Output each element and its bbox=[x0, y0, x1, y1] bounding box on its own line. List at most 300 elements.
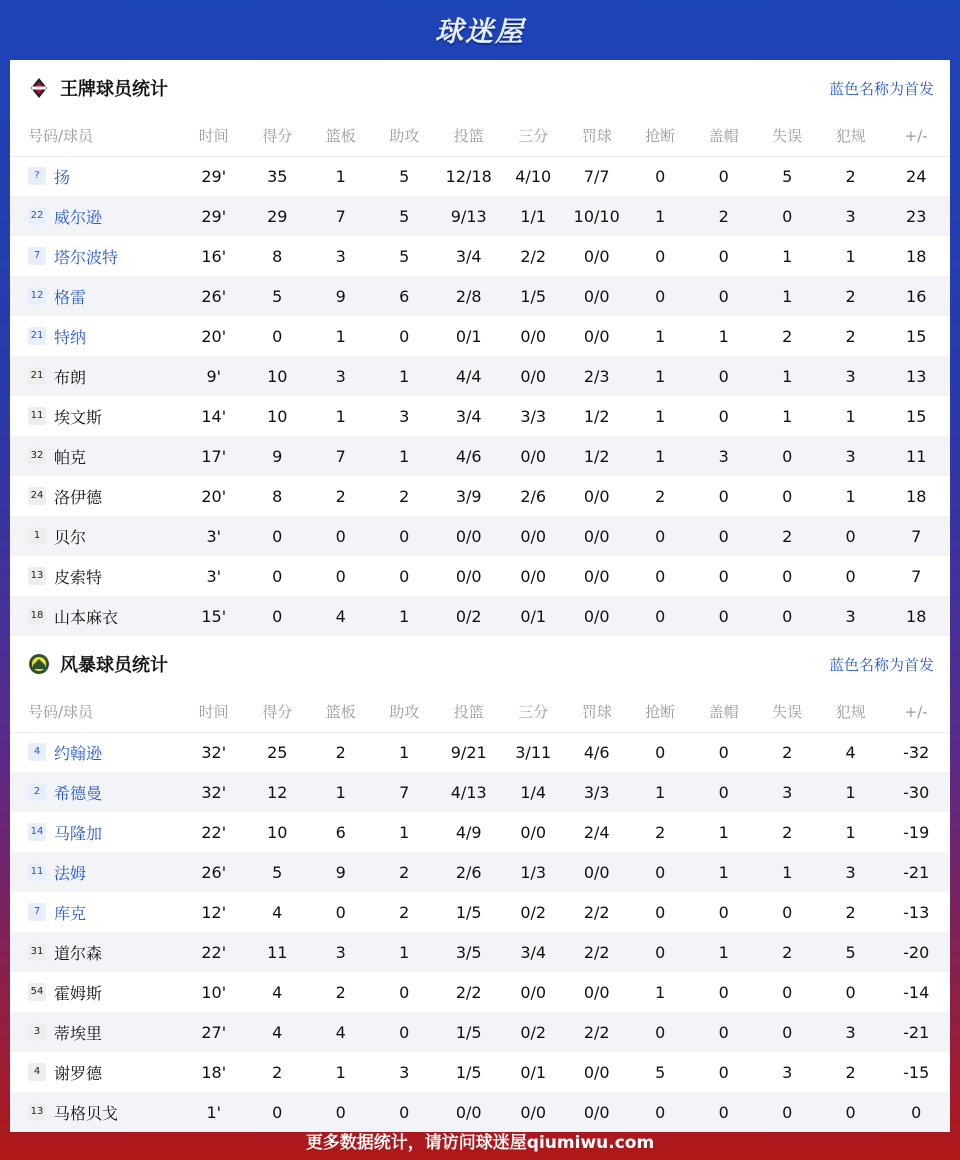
table-row[interactable] bbox=[10, 812, 950, 852]
table-row[interactable] bbox=[10, 732, 950, 772]
stat-cell: 0 bbox=[755, 1092, 818, 1132]
stat-cell: 2 bbox=[335, 982, 346, 1002]
jersey-number-badge: 3 bbox=[28, 1023, 46, 1041]
stat-cell: 0 bbox=[819, 1092, 882, 1132]
stat-cell: 7/7 bbox=[583, 166, 610, 186]
player-cell bbox=[10, 972, 182, 1012]
jersey-number-badge: 54 bbox=[28, 983, 46, 1001]
stat-cell: 0 bbox=[755, 1012, 818, 1052]
jersey-number-badge: 4 bbox=[28, 743, 46, 761]
column-header: 得分 bbox=[246, 692, 309, 732]
table-row[interactable] bbox=[10, 556, 950, 596]
stat-cell: 0 bbox=[399, 982, 410, 1002]
stat-cell: 3 bbox=[782, 1062, 793, 1082]
stat-cell: 10/10 bbox=[565, 196, 628, 236]
stat-cell: 0 bbox=[845, 982, 856, 1002]
player-cell bbox=[10, 892, 182, 932]
column-header: +/- bbox=[882, 116, 950, 156]
stat-cell: 16' bbox=[201, 246, 227, 266]
stat-cell: 0/0 bbox=[565, 516, 628, 556]
stat-cell: 0 bbox=[628, 1092, 691, 1132]
stat-cell: 2/2 bbox=[565, 1012, 628, 1052]
player-stats-table bbox=[10, 116, 950, 636]
jersey-number-badge: 21 bbox=[28, 367, 46, 385]
table-header-row bbox=[10, 116, 950, 156]
stat-cell: 4/9 bbox=[455, 822, 482, 842]
stat-cell: 1 bbox=[335, 166, 346, 186]
stat-cell: 2/4 bbox=[583, 822, 610, 842]
table-row[interactable] bbox=[10, 1012, 950, 1052]
stat-cell: 2/2 bbox=[520, 246, 547, 266]
stat-cell: 0 bbox=[628, 932, 691, 972]
stat-cell: 27' bbox=[182, 1012, 245, 1052]
column-header: 犯规 bbox=[819, 116, 882, 156]
stat-cell: 29' bbox=[201, 166, 227, 186]
player-cell bbox=[10, 852, 182, 892]
stat-cell: 3 bbox=[335, 246, 346, 266]
stat-cell: 16 bbox=[882, 276, 950, 316]
stat-cell: 0 bbox=[692, 1012, 755, 1052]
player-name[interactable]: 马隆加 bbox=[54, 823, 103, 843]
section-header bbox=[10, 60, 950, 116]
table-row[interactable] bbox=[10, 516, 950, 556]
player-name[interactable]: 特纳 bbox=[54, 327, 87, 347]
stat-cell: 3 bbox=[819, 436, 882, 476]
stat-cell: 22' bbox=[182, 932, 245, 972]
stat-cell: 0/0 bbox=[520, 822, 547, 842]
section-title-wrap bbox=[28, 75, 168, 101]
stat-cell: 32' bbox=[182, 772, 245, 812]
table-row[interactable] bbox=[10, 852, 950, 892]
top-bar bbox=[0, 0, 960, 60]
stat-cell: 0/0 bbox=[583, 566, 610, 586]
stat-cell: 0 bbox=[718, 742, 729, 762]
jersey-number-badge: 14 bbox=[28, 823, 46, 841]
table-row[interactable] bbox=[10, 316, 950, 356]
stat-cell: 15' bbox=[182, 596, 245, 636]
table-row[interactable] bbox=[10, 596, 950, 636]
player-cell bbox=[10, 276, 182, 316]
team-section bbox=[10, 636, 950, 1132]
stat-cell: 2 bbox=[845, 326, 856, 346]
stat-cell: 0 bbox=[718, 1062, 729, 1082]
table-row[interactable] bbox=[10, 276, 950, 316]
section-title-wrap bbox=[28, 651, 168, 677]
stat-cell: 1 bbox=[628, 436, 691, 476]
stat-cell: 4/13 bbox=[436, 772, 502, 812]
stat-cell: 1 bbox=[335, 1062, 346, 1082]
stat-cell: 3' bbox=[182, 516, 245, 556]
stat-cell: 9 bbox=[309, 276, 372, 316]
stat-cell: 15 bbox=[906, 326, 927, 346]
stat-cell: 0/2 bbox=[501, 1012, 564, 1052]
stat-cell: 2/2 bbox=[583, 902, 610, 922]
column-header: 篮板 bbox=[309, 116, 372, 156]
stat-cell: 1 bbox=[782, 246, 793, 266]
stat-cell: 3 bbox=[755, 772, 818, 812]
table-row[interactable] bbox=[10, 476, 950, 516]
stat-cell: 0 bbox=[782, 982, 793, 1002]
player-cell bbox=[10, 932, 182, 972]
stat-cell: 0/0 bbox=[565, 1092, 628, 1132]
stat-cell: 1/2 bbox=[565, 436, 628, 476]
stat-cell: 29' bbox=[182, 196, 245, 236]
stat-cell: 0/0 bbox=[520, 326, 547, 346]
stat-cell: 1 bbox=[782, 406, 793, 426]
player-name[interactable]: 塔尔波特 bbox=[54, 247, 119, 267]
stat-cell: 0 bbox=[718, 486, 729, 506]
table-row[interactable] bbox=[10, 236, 950, 276]
stat-cell: 5 bbox=[399, 246, 410, 266]
stat-cell: 1 bbox=[372, 932, 435, 972]
player-name: 洛伊德 bbox=[54, 487, 103, 507]
jersey-number-badge: 18 bbox=[28, 607, 46, 625]
stat-cell: -19 bbox=[903, 822, 930, 842]
column-header: 失误 bbox=[755, 692, 818, 732]
table-row[interactable] bbox=[10, 772, 950, 812]
player-name[interactable]: 扬 bbox=[54, 167, 71, 187]
jersey-number-badge: 31 bbox=[28, 943, 46, 961]
player-cell bbox=[10, 476, 182, 516]
column-header: 得分 bbox=[246, 116, 309, 156]
stat-cell: 1 bbox=[655, 982, 666, 1002]
stat-cell: 2 bbox=[399, 486, 410, 506]
stat-cell: 3/4 bbox=[455, 406, 482, 426]
stat-cell: 5 bbox=[246, 852, 309, 892]
stat-cell: 7 bbox=[372, 772, 435, 812]
stat-cell: 3 bbox=[819, 196, 882, 236]
column-header: 罚球 bbox=[565, 116, 628, 156]
player-name: 道尔森 bbox=[54, 943, 103, 963]
stat-cell: 1 bbox=[718, 326, 729, 346]
stat-cell: 1 bbox=[718, 822, 729, 842]
stat-cell: 0 bbox=[692, 772, 755, 812]
player-cell bbox=[10, 772, 182, 812]
stat-cell: 1 bbox=[845, 822, 856, 842]
stat-cell: 1 bbox=[845, 246, 856, 266]
stat-cell: 10 bbox=[267, 822, 288, 842]
stat-cell: 0/0 bbox=[501, 1092, 564, 1132]
section-title: 王牌球员统计 bbox=[60, 79, 168, 100]
footer-banner[interactable] bbox=[0, 1120, 960, 1160]
footer-text[interactable]: 更多数据统计，请访问球迷屋qiumiwu.com bbox=[305, 1132, 655, 1153]
stat-cell: 0/0 bbox=[501, 356, 564, 396]
stat-cell: 2 bbox=[692, 196, 755, 236]
player-name: 山本麻衣 bbox=[54, 607, 119, 627]
player-name[interactable]: 法姆 bbox=[54, 863, 87, 883]
stat-cell: 1 bbox=[628, 356, 691, 396]
stat-cell: 0 bbox=[628, 516, 691, 556]
jersey-number-badge: 7 bbox=[28, 903, 46, 921]
stat-cell: 3 bbox=[399, 406, 410, 426]
stat-cell: 18 bbox=[882, 596, 950, 636]
column-header: 抢断 bbox=[628, 116, 691, 156]
stat-cell: 20' bbox=[201, 326, 227, 346]
stat-cell: 13 bbox=[882, 356, 950, 396]
stat-cell: 4 bbox=[309, 596, 372, 636]
stat-cell: 0 bbox=[692, 596, 755, 636]
stat-cell: 0 bbox=[755, 596, 818, 636]
jersey-number-badge: 2 bbox=[28, 783, 46, 801]
jersey-number-badge: 22 bbox=[28, 207, 46, 225]
stat-cell: 0/0 bbox=[501, 436, 564, 476]
stat-cell: 2 bbox=[655, 486, 666, 506]
stat-cell: 0/0 bbox=[436, 1092, 502, 1132]
stat-cell: 9/13 bbox=[436, 196, 502, 236]
stat-cell: 0 bbox=[309, 1092, 372, 1132]
jersey-number-badge: 21 bbox=[28, 327, 46, 345]
stat-cell: 1 bbox=[372, 436, 435, 476]
table-row[interactable] bbox=[10, 932, 950, 972]
column-header: 三分 bbox=[501, 116, 564, 156]
stat-cell: 2 bbox=[655, 822, 666, 842]
stat-cell: 0 bbox=[246, 516, 309, 556]
player-name: 皮索特 bbox=[54, 567, 103, 587]
stat-cell: 14' bbox=[201, 406, 227, 426]
stat-cell: 0/2 bbox=[436, 596, 502, 636]
stat-cell: 32' bbox=[201, 742, 227, 762]
stat-cell: 1 bbox=[845, 406, 856, 426]
jersey-number-badge: 12 bbox=[28, 287, 46, 305]
stat-cell: -30 bbox=[882, 772, 950, 812]
stat-cell: 2 bbox=[819, 276, 882, 316]
stat-cell: 4/6 bbox=[436, 436, 502, 476]
player-name[interactable]: 威尔逊 bbox=[54, 207, 103, 227]
stat-cell: 1/3 bbox=[501, 852, 564, 892]
stat-cell: 1 bbox=[655, 326, 666, 346]
player-cell bbox=[10, 1052, 182, 1092]
stat-cell: -21 bbox=[882, 1012, 950, 1052]
stat-cell: 0/0 bbox=[501, 516, 564, 556]
stat-cell: 0 bbox=[845, 566, 856, 586]
stat-cell: 18' bbox=[201, 1062, 227, 1082]
stat-cell: 2 bbox=[335, 742, 346, 762]
stat-cell: 4/4 bbox=[436, 356, 502, 396]
jersey-number-badge: 13 bbox=[28, 1103, 46, 1121]
player-cell bbox=[10, 1012, 182, 1052]
stat-cell: 0 bbox=[399, 326, 410, 346]
stat-cell: 2/6 bbox=[520, 486, 547, 506]
stat-cell: 5 bbox=[246, 276, 309, 316]
stat-cell: 0 bbox=[819, 516, 882, 556]
stat-cell: 6 bbox=[335, 822, 346, 842]
stat-cell: 2 bbox=[782, 326, 793, 346]
jersey-number-badge: 24 bbox=[28, 487, 46, 505]
stat-cell: 0/0 bbox=[583, 1062, 610, 1082]
stat-cell: 2/6 bbox=[436, 852, 502, 892]
stat-cell: 4/10 bbox=[515, 166, 552, 186]
stat-cell: 2/2 bbox=[455, 982, 482, 1002]
storm-logo-icon bbox=[28, 653, 50, 675]
stat-cell: 9 bbox=[246, 436, 309, 476]
player-name[interactable]: 希德曼 bbox=[54, 783, 103, 803]
stat-cell: 2 bbox=[845, 902, 856, 922]
stat-cell: 5 bbox=[372, 196, 435, 236]
stats-panel bbox=[10, 60, 950, 1123]
stat-cell: 0/0 bbox=[583, 246, 610, 266]
aces-logo-icon bbox=[28, 77, 50, 99]
stat-cell: 29 bbox=[246, 196, 309, 236]
column-header: 助攻 bbox=[372, 692, 435, 732]
stat-cell: 0/0 bbox=[583, 982, 610, 1002]
stat-cell: 1 bbox=[655, 406, 666, 426]
stat-cell: 3 bbox=[692, 436, 755, 476]
stat-cell: 2 bbox=[782, 742, 793, 762]
stat-cell: 4/6 bbox=[583, 742, 610, 762]
stat-cell: 0/1 bbox=[520, 1062, 547, 1082]
stat-cell: 3/4 bbox=[501, 932, 564, 972]
stat-cell: 10 bbox=[246, 356, 309, 396]
stat-cell: 2 bbox=[272, 1062, 283, 1082]
stat-cell: 20' bbox=[201, 486, 227, 506]
stat-cell: 18 bbox=[906, 486, 927, 506]
stat-cell: 3 bbox=[309, 356, 372, 396]
stat-cell: 0 bbox=[246, 596, 309, 636]
player-cell bbox=[10, 732, 182, 772]
player-cell bbox=[10, 556, 182, 596]
stat-cell: 1 bbox=[372, 356, 435, 396]
stat-cell: 2 bbox=[399, 902, 410, 922]
stat-cell: 0 bbox=[692, 516, 755, 556]
stat-cell: 0 bbox=[246, 1092, 309, 1132]
player-name[interactable]: 库克 bbox=[54, 903, 87, 923]
column-header: 三分 bbox=[501, 692, 564, 732]
stat-cell: 3' bbox=[206, 566, 222, 586]
stat-cell: 2 bbox=[372, 852, 435, 892]
stat-cell: 10' bbox=[201, 982, 227, 1002]
stat-cell: 7 bbox=[309, 436, 372, 476]
player-cell bbox=[10, 596, 182, 636]
stat-cell: 0 bbox=[272, 566, 283, 586]
stat-cell: 12 bbox=[246, 772, 309, 812]
stat-cell: 1/1 bbox=[501, 196, 564, 236]
stat-cell: 0/0 bbox=[436, 516, 502, 556]
stat-cell: 2 bbox=[755, 516, 818, 556]
stat-cell: 1/5 bbox=[455, 1062, 482, 1082]
stat-cell: -20 bbox=[882, 932, 950, 972]
stat-cell: 5 bbox=[782, 166, 793, 186]
stat-cell: -13 bbox=[903, 902, 930, 922]
stat-cell: 0 bbox=[782, 566, 793, 586]
stat-cell: 3/11 bbox=[515, 742, 552, 762]
column-header: +/- bbox=[882, 692, 950, 732]
stat-cell: 0 bbox=[655, 566, 666, 586]
stat-cell: 3/9 bbox=[455, 486, 482, 506]
stat-cell: 0 bbox=[718, 982, 729, 1002]
stat-cell: 2 bbox=[755, 932, 818, 972]
stat-cell: 0/0 bbox=[565, 276, 628, 316]
player-name[interactable]: 约翰逊 bbox=[54, 743, 103, 763]
stat-cell: 5 bbox=[819, 932, 882, 972]
table-row[interactable] bbox=[10, 356, 950, 396]
stat-cell: 1/5 bbox=[436, 1012, 502, 1052]
stat-cell: 0 bbox=[718, 166, 729, 186]
team-sections bbox=[10, 60, 950, 1132]
table-row[interactable] bbox=[10, 436, 950, 476]
jersey-number-badge: 13 bbox=[28, 567, 46, 585]
column-header: 时间 bbox=[182, 116, 245, 156]
stat-cell: 4 bbox=[246, 1012, 309, 1052]
table-row[interactable] bbox=[10, 156, 950, 196]
stat-cell: 22' bbox=[201, 822, 227, 842]
stat-cell: -32 bbox=[903, 742, 930, 762]
stat-cell: 0 bbox=[718, 406, 729, 426]
stat-cell: 12' bbox=[201, 902, 227, 922]
stat-cell: 3 bbox=[819, 356, 882, 396]
stat-cell: 0 bbox=[782, 902, 793, 922]
stat-cell: 1/2 bbox=[583, 406, 610, 426]
player-name: 帕克 bbox=[54, 447, 87, 467]
jersey-number-badge: 1 bbox=[28, 527, 46, 545]
stat-cell: 26' bbox=[182, 276, 245, 316]
jersey-number-badge: 4 bbox=[28, 1063, 46, 1081]
stat-cell: 9 bbox=[309, 852, 372, 892]
stat-cell: 1 bbox=[819, 772, 882, 812]
stat-cell: 2 bbox=[782, 822, 793, 842]
player-stats-table bbox=[10, 692, 950, 1132]
player-cell bbox=[10, 396, 182, 436]
stat-cell: 0/0 bbox=[583, 486, 610, 506]
stat-cell: 1 bbox=[755, 276, 818, 316]
stat-cell: 12/18 bbox=[445, 166, 492, 186]
stat-cell: 0 bbox=[692, 276, 755, 316]
stat-cell: 0 bbox=[335, 902, 346, 922]
table-row[interactable] bbox=[10, 396, 950, 436]
column-header: 篮板 bbox=[309, 692, 372, 732]
stat-cell: 1 bbox=[755, 852, 818, 892]
player-cell bbox=[10, 156, 182, 196]
stat-cell: 0/1 bbox=[455, 326, 482, 346]
stat-cell: 2 bbox=[845, 166, 856, 186]
stat-cell: 25 bbox=[267, 742, 288, 762]
stat-cell: 9' bbox=[182, 356, 245, 396]
starter-legend: 蓝色名称为首发 bbox=[828, 655, 934, 674]
stat-cell: 4 bbox=[272, 982, 283, 1002]
player-cell bbox=[10, 516, 182, 556]
stat-cell: 7 bbox=[882, 516, 950, 556]
table-row[interactable] bbox=[10, 196, 950, 236]
player-name: 马格贝戈 bbox=[54, 1103, 119, 1123]
stat-cell: 1 bbox=[335, 326, 346, 346]
stat-cell: 1/5 bbox=[455, 902, 482, 922]
player-name[interactable]: 格雷 bbox=[54, 287, 87, 307]
stat-cell: 0 bbox=[372, 1092, 435, 1132]
stat-cell: 11 bbox=[246, 932, 309, 972]
jersey-number-badge: 11 bbox=[28, 863, 46, 881]
player-name: 谢罗德 bbox=[54, 1063, 103, 1083]
stat-cell: 0 bbox=[372, 516, 435, 556]
stat-cell: 0 bbox=[755, 436, 818, 476]
jersey-number-badge: 7 bbox=[28, 247, 46, 265]
column-header: 罚球 bbox=[565, 692, 628, 732]
stat-cell: 0 bbox=[655, 902, 666, 922]
player-name: 贝尔 bbox=[54, 527, 87, 547]
jersey-number-badge: 32 bbox=[28, 447, 46, 465]
player-cell bbox=[10, 436, 182, 476]
stat-cell: 3 bbox=[819, 596, 882, 636]
stat-cell: 0 bbox=[628, 276, 691, 316]
stat-cell: 0 bbox=[655, 166, 666, 186]
stat-cell: 3 bbox=[399, 1062, 410, 1082]
stat-cell: 1/4 bbox=[501, 772, 564, 812]
table-row[interactable] bbox=[10, 1052, 950, 1092]
table-row[interactable] bbox=[10, 972, 950, 1012]
stat-cell: 0 bbox=[882, 1092, 950, 1132]
stat-cell: 0 bbox=[309, 516, 372, 556]
table-row[interactable] bbox=[10, 892, 950, 932]
stat-cell: 2/2 bbox=[565, 932, 628, 972]
stat-cell: 1 bbox=[399, 742, 410, 762]
